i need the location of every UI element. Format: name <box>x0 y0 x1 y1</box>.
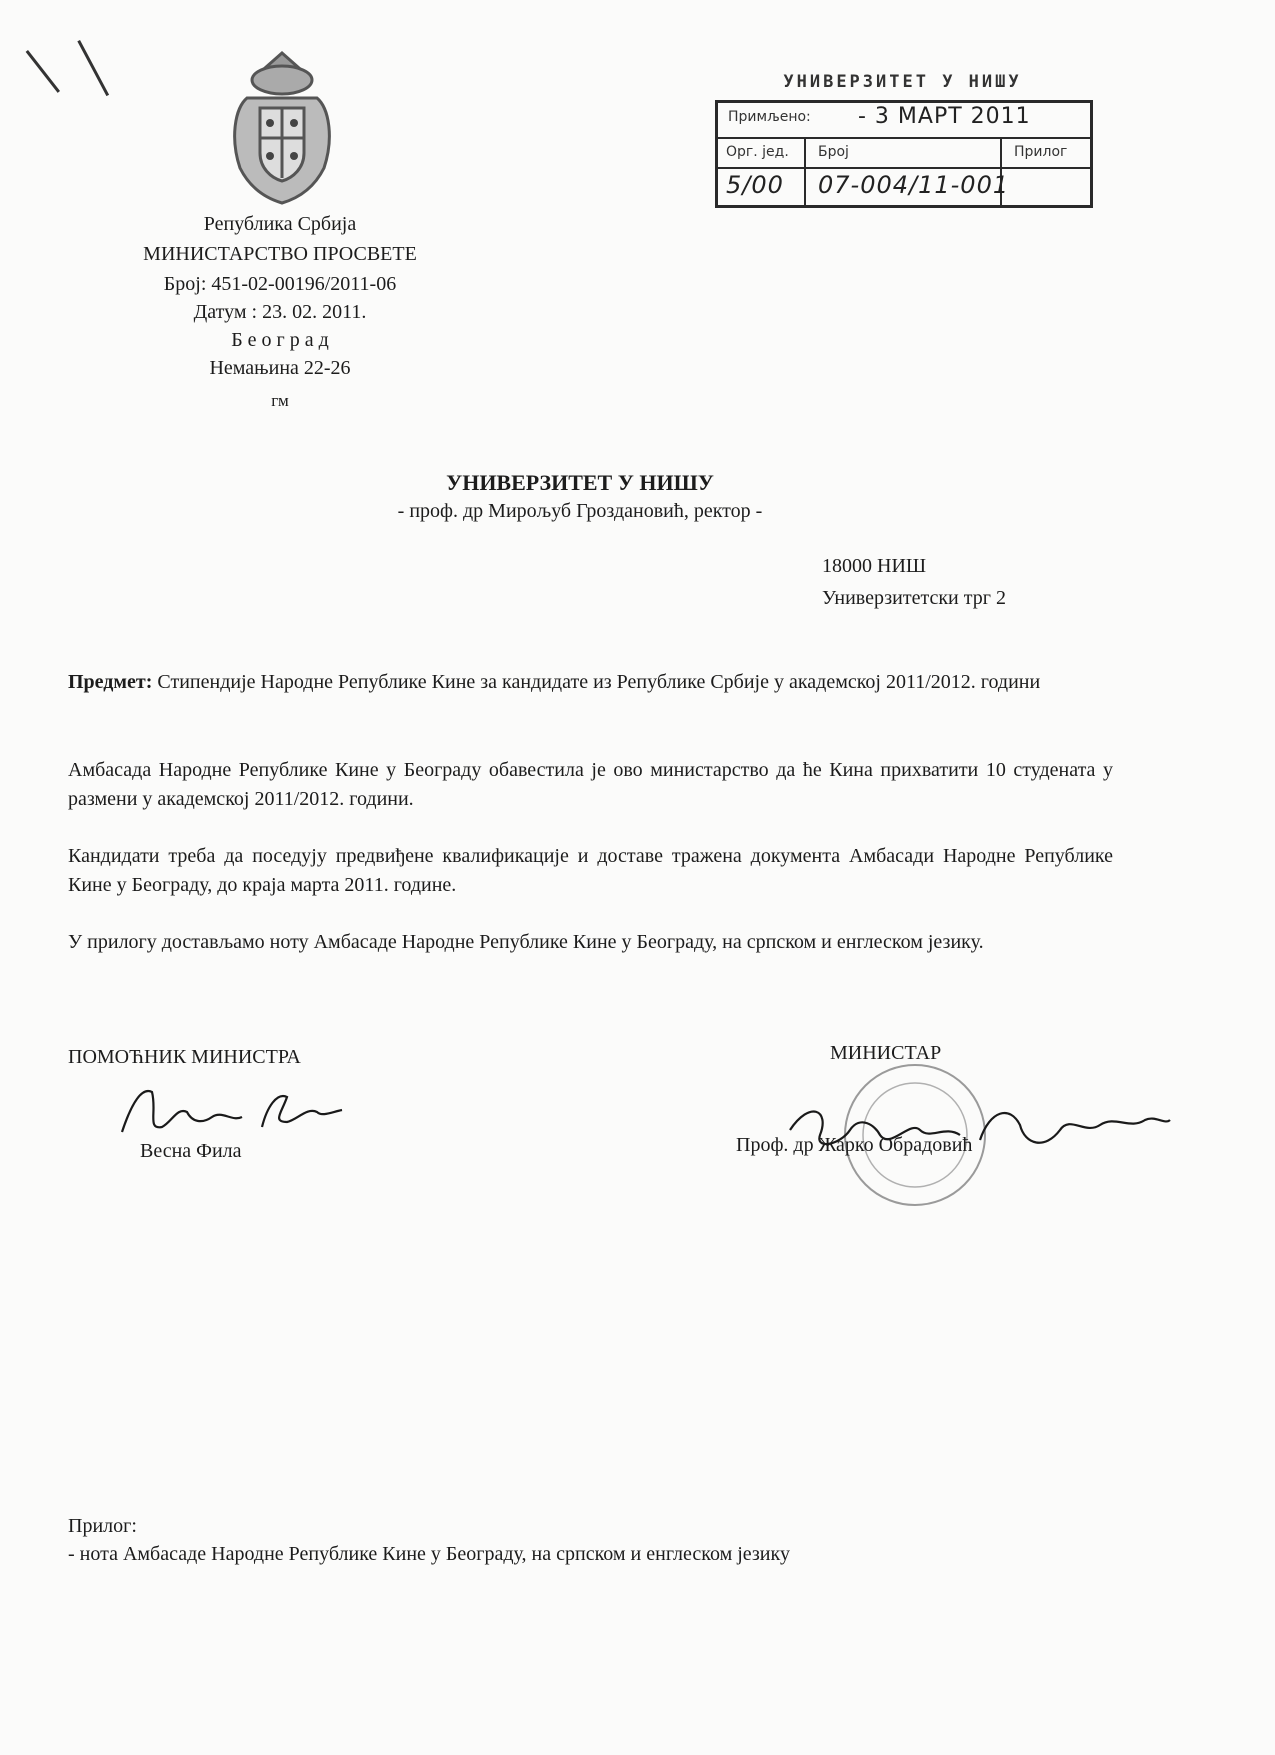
stamp-title: УНИВЕРЗИТЕТ У НИШУ <box>783 72 1022 92</box>
stamp-unit-label: Орг. јед. <box>726 144 789 160</box>
signature-right <box>780 1090 1180 1170</box>
signatory-right-title: МИНИСТАР <box>830 1042 942 1064</box>
stamp-number-label: Број <box>818 144 849 160</box>
body-paragraph-2: Кандидати треба да поседују предвиђене квалификације и доставе тражена документа Амбасади Народне Републике Кине у Београду, до краја марта 2011. године. <box>68 845 1113 896</box>
signatory-left-name: Весна Фила <box>140 1140 242 1162</box>
subject-label: Предмет: <box>68 671 153 693</box>
body-paragraph-3: У прилогу достављамо ноту Амбасаде Народне Републике Кине у Београду, на српском и енглеском језику. <box>68 931 984 953</box>
letterhead-ministry: МИНИСТАРСТВО ПРОСВЕТЕ <box>143 243 417 265</box>
stamp-unit-value: 5/00 <box>726 171 784 199</box>
attachment-label: Прилог: <box>68 1515 137 1537</box>
addressee-postal: 18000 НИШ <box>822 555 927 577</box>
addressee-person: - проф. др Мирољуб Гроздановић, ректор - <box>397 500 763 522</box>
scan-mark <box>26 50 60 93</box>
stamp-number-value: 07-004/11-001 <box>818 171 1010 199</box>
signature-left <box>112 1082 352 1142</box>
attachment-item: - нота Амбасаде Народне Републике Кине у Београду, на српском и енглеском језику <box>68 1543 790 1565</box>
signatory-right-name: Проф. др Жарко Обрадовић <box>736 1134 973 1156</box>
subject-line <box>68 668 1113 697</box>
signatory-left-title: ПОМОЋНИК МИНИСТРА <box>68 1046 301 1068</box>
scan-mark <box>77 40 109 96</box>
stamp-received-value: - 3 МАРТ 2011 <box>858 104 1031 129</box>
stamp-row-received <box>718 103 1090 139</box>
letterhead-city: Б е о г р а д <box>231 329 329 351</box>
letterhead-date: Датум : 23. 02. 2011. <box>193 301 367 323</box>
body-paragraph-1: Амбасада Народне Републике Кине у Београду обавестила је ово министарство да ће Кина прихватити 10 студената у размени у академској 2011/2012. години. <box>68 759 1113 810</box>
stamp-row-labels <box>718 139 1090 169</box>
stamp-received-label: Примљено: <box>728 109 811 125</box>
addressee-street: Универзитетски трг 2 <box>822 587 1006 609</box>
letterhead-country: Република Србија <box>203 213 357 235</box>
addressee-name: УНИВЕРЗИТЕТ У НИШУ <box>446 470 714 495</box>
receipt-stamp <box>715 100 1093 208</box>
letterhead-initials: гм <box>271 391 289 410</box>
stamp-attachment-label: Прилог <box>1014 144 1068 160</box>
coat-of-arms-icon <box>225 48 340 208</box>
stamp-divider <box>804 139 806 205</box>
letterhead-street: Немањина 22-26 <box>209 357 351 379</box>
subject-text: Стипендије Народне Републике Кине за кандидате из Републике Србије у академској 2011/2012. години <box>152 671 1041 693</box>
letterhead-number: Број: 451-02-00196/2011-06 <box>163 273 397 295</box>
